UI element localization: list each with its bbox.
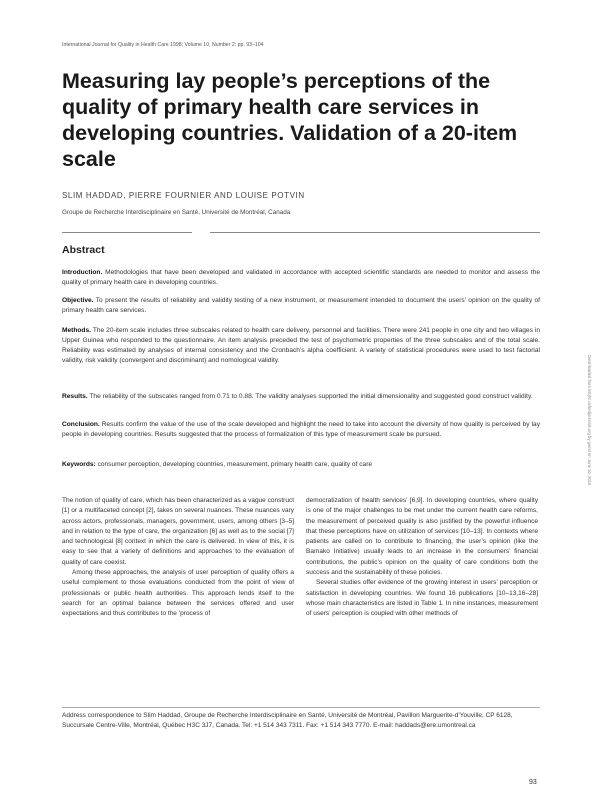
abstract-section-label: Conclusion. bbox=[62, 421, 100, 428]
correspondence-footnote: Address correspondence to Slim Haddad, Groupe de Recherche Interdisciplinaire en Santé, Université de Montréal, Pavillon Marguerite-d’Youville, CP 6128, Succursale Centre-Ville, Montréal, Québec H3C 3J7, Canada. Tel: +1 514 343 7311. Fax: +1 514 343 7770. E-mail: haddads@ere.umontreal.ca bbox=[62, 712, 513, 729]
abstract-introduction bbox=[62, 268, 540, 288]
divider-long bbox=[210, 232, 540, 233]
author-list: SLIM HADDAD, PIERRE FOURNIER AND LOUISE POTVIN bbox=[62, 191, 305, 200]
abstract-section-text: Methodologies that have been developed and validated in accordance with accepted scientific standards are needed to monitor and assess the quality of primary health care in developing countries. bbox=[62, 269, 540, 286]
abstract-section-text: The 20-item scale includes three subscales related to health care delivery, personnel and facilities. There were 241 people in one city and two villages in Upper Guinea who responded to the questionnaire. An item analysis preceded the test of psychometric properties of the three subscales and of the total scale. Reliability was estimated by analyses of internal consistency and the Cronbach’s alpha coefficient. A variety of statistical procedures were used to test factorial validity, risk validity (convergent and discriminant) and nomological validity. bbox=[62, 327, 541, 364]
download-watermark-text: Downloaded from intqhc.oxfordjournals.org by guest on June 10, 2016 bbox=[587, 355, 592, 486]
keywords bbox=[62, 460, 540, 470]
divider-short bbox=[62, 232, 192, 233]
keywords-text: consumer perception, developing countries, measurement, primary health care, quality of care bbox=[97, 461, 373, 468]
keywords-label: Keywords: bbox=[62, 461, 96, 468]
body-paragraph: Several studies offer evidence of the growing interest in users’ perception or satisfaction in developing countries. We found 16 publications [10–13,16–28] whose main characteristics are listed in Table 1. In nine instances, measurement of users’ perception is coupled with other methods of bbox=[306, 579, 538, 618]
body-paragraph: The notion of quality of care, which has been characterized as a vague construct [1] or a multifaceted concept [2], takes on several nuances. These nuances vary across actors, professionals, managers, government, users, among others [3–5] and in relation to the type of care, the organization [6] as well as to the social [7] and technological [8] context in which the care is delivered. In view of this, it is easy to see that a variety of definitions and approaches to the evaluation of quality of care coexist. bbox=[62, 497, 294, 566]
abstract-conclusion bbox=[62, 420, 540, 440]
footnote-divider bbox=[62, 707, 540, 708]
body-column-right bbox=[306, 496, 538, 620]
abstract-section-label: Objective. bbox=[62, 297, 94, 304]
author-affiliation: Groupe de Recherche Interdisciplinaire en Santé, Université de Montréal, Canada bbox=[62, 209, 291, 216]
body-column-left bbox=[62, 496, 294, 620]
abstract-heading: Abstract bbox=[62, 244, 105, 256]
body-paragraph: democratization of health services’ [6,9]. In developing countries, where quality is one of the major challenges to be met under the current health care reforms, the measurement of perceived quality is also justified by the powerful influence that these perceptions have on utilization of services [10–13]. In contexts where patients are called on to contribute to financing, the user’s opinion (like the Bamako Initiative) usually leads to an increase in the consumers’ financial contributions, the public’s opinion on the quality of care conditions both the success and the sustainability of these policies. bbox=[306, 497, 538, 577]
page-number: 93 bbox=[529, 779, 537, 786]
abstract-section-text: Results confirm the value of the use of the scale developed and highlight the need to take into account the diversity of how quality is perceived by lay people in developing countries. Results suggested that the process of formalization of this type of measurement scale be pursued. bbox=[62, 421, 540, 438]
body-paragraph: Among these approaches, the analysis of user perception of quality offers a useful complement to those evaluations conducted from the point of view of professionals or public health authorities. This approach lends itself to the search for an optimal balance between the services offered and user expectations and thus contributes to the ‘process of bbox=[62, 569, 294, 618]
abstract-results bbox=[62, 392, 540, 402]
abstract-section-label: Introduction. bbox=[62, 269, 103, 276]
download-watermark bbox=[586, 355, 594, 565]
abstract-section-label: Results. bbox=[62, 393, 88, 400]
article-title: Measuring lay people’s perceptions of the quality of primary health care services in developing countries. Validation of a 20-item scale bbox=[62, 69, 518, 171]
abstract-section-text: The reliability of the subscales ranged from 0.71 to 0.88. The validity analyses supported the initial dimensionality and suggested good construct validity. bbox=[89, 393, 533, 400]
journal-citation: International Journal for Quality in Health Care 1998; Volume 10, Number 2: pp. 93–104 bbox=[62, 42, 264, 48]
abstract-methods bbox=[62, 326, 540, 366]
abstract-section-label: Methods. bbox=[62, 327, 91, 334]
abstract-section-text: To present the results of reliability and validity testing of a new instrument, or measurement intended to document the users’ opinion on the quality of primary health care services. bbox=[62, 297, 540, 314]
abstract-objective bbox=[62, 296, 540, 316]
